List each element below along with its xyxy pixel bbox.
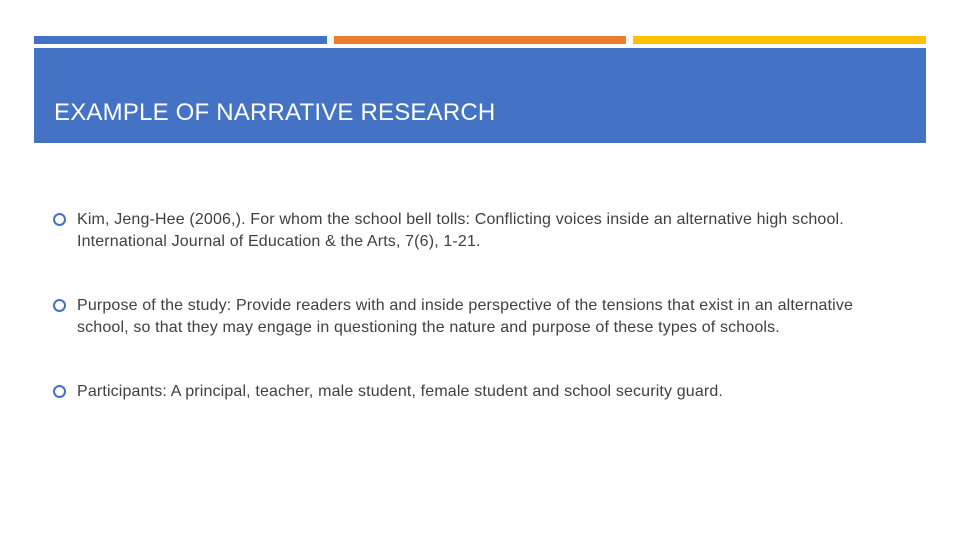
bullet-text: Kim, Jeng-Hee (2006,). For whom the school bell tolls: Conflicting voices inside an alternative high school. International Journal of Education & the Arts, 7(6), 1-21. — [77, 211, 844, 250]
circle-outline-icon — [53, 213, 66, 226]
bullet-text: Purpose of the study: Provide readers with and inside perspective of the tensions that exist in an alternative school, so that they may engage in questioning the nature and purpose of these types of schools. — [77, 297, 854, 336]
bullet-list — [53, 209, 883, 403]
title-band — [34, 48, 926, 143]
bullet-item-participants — [53, 381, 883, 403]
accent-bar-orange — [334, 36, 626, 44]
accent-bar-blue — [34, 36, 327, 44]
bullet-text: Participants: A principal, teacher, male student, female student and school security guard. — [77, 383, 724, 400]
bullet-item-purpose — [53, 295, 883, 339]
slide-title: EXAMPLE OF NARRATIVE RESEARCH — [54, 99, 496, 126]
bullet-item-citation — [53, 209, 883, 253]
accent-bar-gold — [633, 36, 926, 44]
circle-outline-icon — [53, 385, 66, 398]
circle-outline-icon — [53, 299, 66, 312]
